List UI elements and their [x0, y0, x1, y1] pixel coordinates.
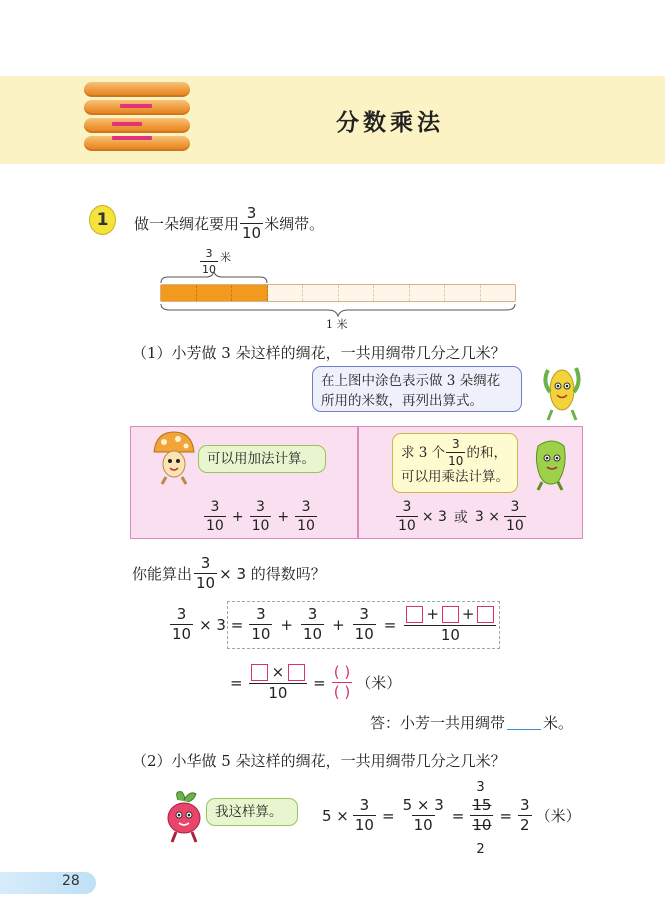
- fraction: $\frac{3}{10}$: [506, 499, 524, 534]
- answer-box[interactable]: [442, 606, 459, 623]
- bottom-brace: [160, 303, 518, 317]
- bar-segment[interactable]: [410, 285, 446, 301]
- bar-top-label: $\frac{3}{10}$ 米: [202, 247, 231, 276]
- calc-line-2: = $\frac{\times}{10}$ = $\frac{( )}{( )}$ （米）: [230, 663, 402, 702]
- bar-segment[interactable]: [232, 285, 268, 301]
- answer-box[interactable]: [477, 606, 494, 623]
- bar-segment[interactable]: [445, 285, 481, 301]
- bar-segment[interactable]: [268, 285, 304, 301]
- hint-bubble: [312, 366, 522, 412]
- fraction: $\frac{5 \times 3}{10}$: [402, 796, 444, 834]
- radish-character-icon: [160, 790, 208, 844]
- page-number-tab: [0, 872, 96, 894]
- chapter-title: 分数乘法: [336, 110, 444, 136]
- hint-line: 在上图中涂色表示做 3 朵绸花: [321, 373, 501, 389]
- bar-segment[interactable]: [197, 285, 233, 301]
- bar-segment[interactable]: [481, 285, 516, 301]
- fraction: $\frac{3}{10}$: [251, 605, 271, 643]
- title-stripe: [84, 82, 190, 97]
- multiplication-bubble: 求 3 个 $\frac{3}{10}$ 的和， 可以用乘法计算。: [392, 433, 518, 493]
- fraction: $\frac{3}{10}$: [354, 796, 374, 834]
- mushroom-character-icon: [150, 430, 196, 486]
- fill-in-fraction: + + 10: [404, 606, 496, 643]
- panel-divider: [357, 427, 359, 538]
- answer-blank[interactable]: [507, 716, 541, 730]
- top-brace: [160, 270, 270, 284]
- ribbon-bar[interactable]: [160, 284, 516, 302]
- fraction: $\frac{15}{10}$: [472, 796, 492, 834]
- fraction: $\frac{3}{10}$: [242, 204, 262, 242]
- corn-character-icon: [538, 362, 586, 422]
- prompt-text: 米绸带。: [264, 215, 325, 233]
- example-badge: 1: [89, 205, 116, 235]
- fraction: $\frac{3}{10}$: [202, 247, 216, 276]
- fill-in-fraction: $\frac{\times}{10}$: [249, 664, 308, 701]
- addition-expression: $\frac{3}{10}$ + $\frac{3}{10}$ + $\frac{3}{10}$: [206, 499, 315, 534]
- answer-fraction[interactable]: $\frac{( )}{( )}$: [333, 663, 351, 701]
- fraction: $\frac{3}{10}$: [206, 499, 224, 534]
- chapter-numeral-mark: [112, 136, 152, 140]
- prompt-text: 做一朵绸花要用: [134, 215, 240, 233]
- question-2: （2）小华做 5 朵这样的绸花，一共用绸带几分之几米？: [132, 752, 506, 770]
- addition-bubble: 可以用加法计算。: [198, 445, 326, 473]
- fraction: $\frac{3}{10}$: [398, 499, 416, 534]
- cancel-fraction: 3 $\frac{15}{10}$ 2: [472, 780, 492, 857]
- fraction: $\frac{3}{2}$: [520, 796, 530, 834]
- bar-segment[interactable]: [374, 285, 410, 301]
- bar-segment[interactable]: [303, 285, 339, 301]
- answer-box[interactable]: [288, 664, 305, 681]
- answer-box[interactable]: [406, 606, 423, 623]
- question-1: （1）小芳做 3 朵这样的绸花，一共用绸带几分之几米？: [132, 344, 506, 362]
- calc-bubble: 我这样算。: [206, 798, 298, 826]
- fraction: $\frac{3}{10}$: [172, 605, 192, 643]
- bar-segment[interactable]: [339, 285, 375, 301]
- answer-sentence: 答：小芳一共用绸带 米。: [370, 714, 574, 732]
- bar-bottom-label: 1 米: [326, 318, 348, 331]
- chapter-numeral-mark: [120, 104, 152, 108]
- cucumber-character-icon: [528, 436, 574, 492]
- fraction: $\frac{3}{10}$: [297, 499, 315, 534]
- fraction: $\frac{3}{10}$: [302, 605, 323, 643]
- hint-line: 所用的米数，再列出算式。: [321, 393, 483, 409]
- fraction: $\frac{3}{10}$: [251, 499, 270, 534]
- chapter-numeral-mark: [112, 122, 142, 126]
- answer-box[interactable]: [251, 664, 268, 681]
- calc-line-1: $\frac{3}{10}$ × 3 = $\frac{3}{10}$ + $\frac{3}{10}$ + $\frac{3}{10}$ = + + 10: [170, 606, 496, 643]
- fraction: $\frac{3}{10}$: [448, 437, 464, 468]
- q2-expression: 5 × $\frac{3}{10}$ = $\frac{5 \times 3}{10}$ = 3 $\frac{15}{10}$ 2 = $\frac{3}{2}$ （米）: [322, 780, 581, 857]
- example-prompt: [134, 206, 324, 241]
- multiplication-expression: $\frac{3}{10}$ × 3 或 3 × $\frac{3}{10}$: [398, 499, 524, 534]
- bar-segment[interactable]: [161, 285, 197, 301]
- fraction: $\frac{3}{10}$: [354, 605, 374, 643]
- page-number: 28: [62, 873, 80, 889]
- calc-question: 你能算出 $\frac{3}{10}$ × 3 的得数吗？: [132, 554, 326, 592]
- fraction: $\frac{3}{10}$: [196, 554, 216, 592]
